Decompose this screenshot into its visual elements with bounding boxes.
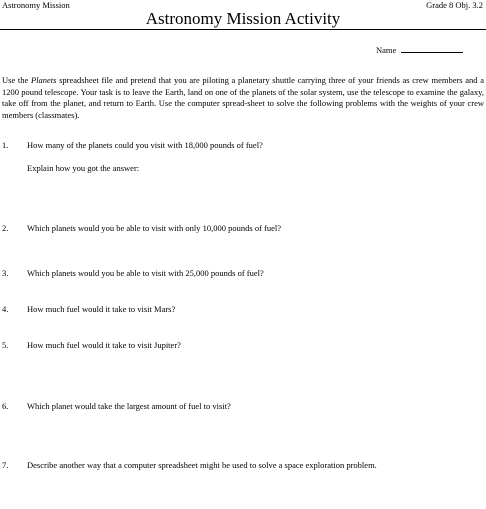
question-number: 6.: [2, 401, 9, 411]
question-text: Which planets would you be able to visit with only 10,000 pounds of fuel?: [27, 223, 282, 233]
header-grade-objective: Grade 8 Obj. 3.2: [426, 0, 483, 10]
question-2: [2, 223, 281, 233]
question-number: 1.: [2, 140, 9, 150]
question-3: [2, 268, 264, 278]
intro-text-after: spreadsheet file and pretend that you are piloting a planetary shuttle carrying three of your friends as crew members and a 1200 pound telescope. Your task is to leave the Earth, land on one of the planets of the solar system, use the telescope to examine the galaxy, take off from the planet, and return to Earth. Use the computer spread-sheet to solve the following problems with the weights of your crew members (classmates).: [2, 75, 485, 120]
question-number: 4.: [2, 304, 9, 314]
question-number: 3.: [2, 268, 9, 278]
intro-planets-emphasis: Planets: [30, 75, 57, 85]
question-text: How many of the planets could you visit with 18,000 pounds of fuel?: [27, 140, 263, 150]
question-number: 7.: [2, 460, 9, 470]
question-text: How much fuel would it take to visit Mars?: [27, 304, 176, 314]
question-text: Which planet would take the largest amount of fuel to visit?: [27, 401, 231, 411]
question-number: 2.: [2, 223, 9, 233]
intro-paragraph: [2, 75, 484, 121]
question-7: [2, 460, 377, 470]
page-title: Astronomy Mission Activity: [145, 9, 341, 28]
question-text: Describe another way that a computer spreadsheet might be used to solve a space exploration problem.: [27, 460, 377, 470]
name-field[interactable]: [376, 44, 463, 55]
question-6: [2, 401, 231, 411]
question-4: [2, 304, 175, 314]
header-course: Astronomy Mission: [2, 0, 70, 10]
intro-text-before: Use the: [2, 75, 31, 85]
name-label: Name: [376, 45, 397, 55]
name-blank-line[interactable]: [401, 44, 463, 53]
question-5: [2, 340, 181, 350]
question-text: Which planets would you be able to visit with 25,000 pounds of fuel?: [27, 268, 264, 278]
question-number: 5.: [2, 340, 9, 350]
question-1-explain: Explain how you got the answer:: [27, 163, 140, 173]
question-text: How much fuel would it take to visit Jupiter?: [27, 340, 181, 350]
title-underline: [0, 29, 486, 30]
question-1: [2, 140, 263, 150]
